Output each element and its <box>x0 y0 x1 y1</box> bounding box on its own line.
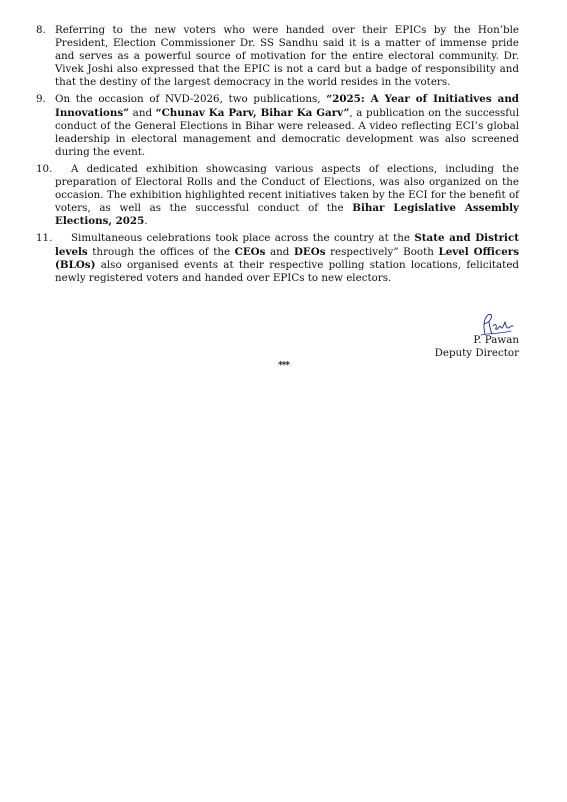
item-text: On the occasion of NVD-2026, two publications, “2025: A Year of Initiatives and Innovations” and “Chunav Ka Parv, Bihar Ka Garv”, a publication on the successful conduct of the General Elections in Bihar were released. A video reflecting ECI’s global leadership in electoral management and democratic development was also screened during the event. <box>55 93 520 158</box>
item-number: 11. <box>36 232 53 245</box>
item-number: 9. <box>36 93 46 106</box>
signatory-name: P. Pawan <box>473 334 519 346</box>
list-item-11 <box>36 232 519 284</box>
end-marker: *** <box>277 361 290 371</box>
list-item-8 <box>36 24 519 89</box>
signatory-designation: Deputy Director <box>434 347 519 359</box>
item-text: A dedicated exhibition showcasing various aspects of elections, including the preparation of Electoral Rolls and the Conduct of Elections, was also organized on the occasion. The exhibition highlighted recent initiatives taken by the ECI for the benefit of voters, as well as the successful conduct of the Bihar Legislative Assembly Elections, 2025. <box>55 162 519 228</box>
item-number: 8. <box>36 24 46 36</box>
list-item-9 <box>36 93 519 158</box>
numbered-list <box>36 24 519 289</box>
item-text: Referring to the new voters who were handed over their EPICs by the Hon’ble President, Election Commissioner Dr. SS Sandhu said it is a matter of immense pride and serves as a powerful source of motivation for the entire electoral community. Dr. Vivek Joshi also expressed that the EPIC is not a card but a badge of responsibility and that the destiny of the largest democracy in the world resides in the voters. <box>55 24 519 89</box>
item-number: 10. <box>36 162 53 175</box>
list-item-10 <box>36 163 519 228</box>
item-text: Simultaneous celebrations took place across the country at the State and District levels through the offices of the CEOs and DEOs respectively” Booth Level Officers (BLOs) also organised events at their respective polling station locations, felicitated newly registered voters and handed over EPICs to new electors. <box>55 232 519 284</box>
